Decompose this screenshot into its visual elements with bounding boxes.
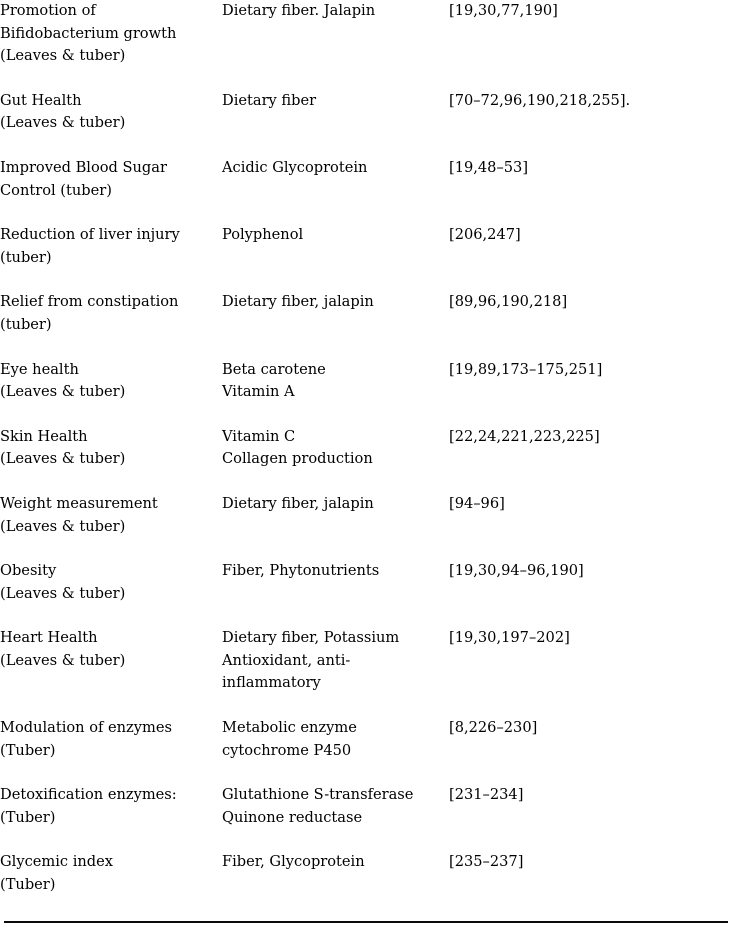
cell-bioactive-compound [222, 717, 449, 762]
cell-references [449, 426, 732, 471]
cell-health-benefit [0, 291, 222, 336]
cell-references-lines [449, 157, 732, 180]
table-row [0, 851, 732, 896]
table-row [0, 157, 732, 202]
cell-references [449, 291, 732, 336]
row-spacer-cell [0, 68, 732, 90]
cell-bioactive-compound [222, 224, 449, 269]
cell-health-benefit-line: Heart Health [0, 629, 98, 647]
cell-bioactive-compound-line: Beta carotene [222, 360, 326, 378]
cell-references-lines [449, 224, 732, 247]
cell-bioactive-compound-line: Vitamin C [222, 427, 296, 445]
cell-health-benefit-line: Promotion of [0, 2, 96, 19]
cell-health-benefit [0, 224, 222, 269]
cell-health-benefit-lines [0, 90, 222, 135]
cell-bioactive-compound-lines [222, 426, 449, 471]
cell-bioactive-compound-line: Quinone reductase [222, 808, 363, 826]
cell-health-benefit-line: (Leaves & tuber) [0, 651, 126, 669]
cell-health-benefit-lines [0, 493, 222, 538]
cell-bioactive-compound [222, 291, 449, 336]
cell-bioactive-compound [222, 627, 449, 695]
cell-health-benefit-line: (tuber) [0, 315, 52, 333]
cell-health-benefit [0, 493, 222, 538]
cell-references-lines [449, 560, 732, 583]
cell-bioactive-compound-line: Fiber, Glycoprotein [222, 853, 365, 871]
cell-references-lines [449, 426, 732, 449]
cell-bioactive-compound-lines [222, 784, 449, 829]
table-row [0, 90, 732, 135]
cell-health-benefit-line: (Leaves & tuber) [0, 584, 126, 602]
table-row [0, 0, 732, 68]
cell-bioactive-compound-line: cytochrome P450 [222, 741, 352, 759]
cell-health-benefit-line: (tuber) [0, 248, 52, 266]
cell-bioactive-compound-line: Vitamin A [222, 383, 295, 401]
table-row [0, 627, 732, 695]
cell-bioactive-compound-lines [222, 0, 449, 23]
row-spacer-cell [0, 762, 732, 784]
cell-references [449, 717, 732, 762]
cell-references-line: [22,24,221,223,225] [449, 427, 600, 445]
cell-bioactive-compound [222, 851, 449, 896]
cell-references-lines [449, 717, 732, 740]
cell-bioactive-compound [222, 90, 449, 135]
row-spacer [0, 471, 732, 493]
cell-references-lines [449, 0, 732, 23]
row-spacer [0, 68, 732, 90]
cell-references [449, 493, 732, 538]
cell-references [449, 157, 732, 202]
cell-references-line: [89,96,190,218] [449, 293, 568, 311]
cell-bioactive-compound [222, 157, 449, 202]
cell-references-lines [449, 359, 732, 382]
cell-references [449, 359, 732, 404]
cell-references-line: [235–237] [449, 853, 524, 871]
cell-health-benefit [0, 0, 222, 68]
cell-health-benefit-lines [0, 851, 222, 896]
cell-bioactive-compound [222, 0, 449, 68]
cell-health-benefit-lines [0, 560, 222, 605]
cell-bioactive-compound [222, 560, 449, 605]
row-spacer [0, 404, 732, 426]
cell-bioactive-compound-line: Collagen production [222, 450, 373, 468]
cell-health-benefit-line: (Leaves & tuber) [0, 47, 126, 65]
row-spacer-cell [0, 404, 732, 426]
cell-references [449, 0, 732, 68]
cell-health-benefit-line: Glycemic index [0, 853, 113, 871]
cell-health-benefit-lines [0, 359, 222, 404]
row-spacer-cell [0, 135, 732, 157]
cell-references-lines [449, 90, 732, 113]
row-spacer-cell [0, 695, 732, 717]
row-spacer-cell [0, 829, 732, 851]
cell-health-benefit-line: Control (tuber) [0, 181, 112, 199]
cell-health-benefit-line: Eye health [0, 360, 79, 378]
cell-references [449, 627, 732, 695]
cell-health-benefit-line: (Tuber) [0, 876, 56, 894]
cell-health-benefit [0, 560, 222, 605]
cell-health-benefit-lines [0, 224, 222, 269]
cell-health-benefit-line: (Leaves & tuber) [0, 383, 126, 401]
cell-health-benefit [0, 717, 222, 762]
cell-health-benefit-lines [0, 291, 222, 336]
cell-health-benefit-line: (Tuber) [0, 808, 56, 826]
cell-health-benefit-line: (Leaves & tuber) [0, 450, 126, 468]
cell-bioactive-compound-line: Dietary fiber [222, 91, 317, 109]
cell-references-lines [449, 851, 732, 874]
cell-health-benefit-line: Improved Blood Sugar [0, 158, 167, 176]
table-row [0, 560, 732, 605]
cell-bioactive-compound-lines [222, 493, 449, 516]
row-spacer [0, 337, 732, 359]
cell-health-benefit [0, 90, 222, 135]
cell-references-line: [231–234] [449, 786, 524, 804]
cell-health-benefit [0, 784, 222, 829]
cell-references-line: [70–72,96,190,218,255]. [449, 91, 631, 109]
cell-health-benefit [0, 359, 222, 404]
table-bottom-rule [4, 921, 728, 923]
row-spacer [0, 829, 732, 851]
cell-references [449, 560, 732, 605]
cell-health-benefit-line: Weight measurement [0, 494, 158, 512]
row-spacer [0, 269, 732, 291]
table-row [0, 291, 732, 336]
cell-health-benefit [0, 426, 222, 471]
row-spacer-cell [0, 605, 732, 627]
row-spacer-cell [0, 538, 732, 560]
cell-bioactive-compound-line: Dietary fiber, jalapin [222, 293, 374, 311]
cell-references [449, 784, 732, 829]
cell-bioactive-compound [222, 784, 449, 829]
cell-bioactive-compound-lines [222, 90, 449, 113]
row-spacer-cell [0, 269, 732, 291]
table-row [0, 224, 732, 269]
cell-bioactive-compound-lines [222, 157, 449, 180]
cell-health-benefit-lines [0, 426, 222, 471]
cell-health-benefit-line: Gut Health [0, 91, 82, 109]
cell-references-lines [449, 784, 732, 807]
cell-health-benefit-lines [0, 0, 222, 68]
cell-bioactive-compound-lines [222, 291, 449, 314]
cell-bioactive-compound-lines [222, 359, 449, 404]
row-spacer-cell [0, 471, 732, 493]
cell-bioactive-compound [222, 426, 449, 471]
cell-bioactive-compound-line: Dietary fiber. Jalapin [222, 2, 376, 19]
table-row [0, 359, 732, 404]
cell-health-benefit-line: Modulation of enzymes [0, 719, 172, 737]
cell-references-lines [449, 493, 732, 516]
table-row [0, 426, 732, 471]
row-spacer [0, 538, 732, 560]
cell-health-benefit-line: Reduction of liver injury [0, 226, 180, 244]
cell-references-line: [19,30,77,190] [449, 2, 558, 19]
cell-references-line: [19,48–53] [449, 158, 529, 176]
cell-bioactive-compound-line: Polyphenol [222, 226, 304, 244]
cell-health-benefit-line: Bifidobacterium growth [0, 24, 177, 42]
cell-health-benefit-lines [0, 157, 222, 202]
cell-references-line: [19,89,173–175,251] [449, 360, 603, 378]
cell-references-line: [19,30,94–96,190] [449, 562, 584, 580]
cell-bioactive-compound [222, 359, 449, 404]
cell-health-benefit [0, 627, 222, 695]
cell-bioactive-compound-line: Glutathione S-transferase [222, 786, 414, 804]
cell-references-line: [206,247] [449, 226, 521, 244]
table-row [0, 717, 732, 762]
cell-bioactive-compound-lines [222, 851, 449, 874]
table-row [0, 784, 732, 829]
cell-references-line: [19,30,197–202] [449, 629, 570, 647]
cell-references [449, 90, 732, 135]
cell-references-line: [8,226–230] [449, 719, 538, 737]
row-spacer [0, 605, 732, 627]
cell-health-benefit [0, 851, 222, 896]
cell-references-lines [449, 627, 732, 650]
cell-bioactive-compound-lines [222, 224, 449, 247]
cell-health-benefit-line: Detoxification enzymes: [0, 786, 177, 804]
row-spacer [0, 762, 732, 784]
row-spacer [0, 202, 732, 224]
row-spacer-cell [0, 202, 732, 224]
table-row [0, 493, 732, 538]
cell-health-benefit-line: (Leaves & tuber) [0, 114, 126, 132]
cell-health-benefit-lines [0, 717, 222, 762]
cell-references [449, 224, 732, 269]
cell-health-benefit-line: Relief from constipation [0, 293, 179, 311]
cell-health-benefit-line: (Tuber) [0, 741, 56, 759]
cell-bioactive-compound-line: inflammatory [222, 674, 321, 692]
cell-bioactive-compound [222, 493, 449, 538]
cell-bioactive-compound-lines [222, 560, 449, 583]
row-spacer [0, 135, 732, 157]
cell-references [449, 851, 732, 896]
cell-bioactive-compound-lines [222, 627, 449, 695]
cell-bioactive-compound-line: Metabolic enzyme [222, 719, 357, 737]
row-spacer-cell [0, 337, 732, 359]
cell-health-benefit-line: Obesity [0, 562, 57, 580]
cell-health-benefit-line: (Leaves & tuber) [0, 517, 126, 535]
cell-bioactive-compound-line: Antioxidant, anti- [222, 651, 351, 669]
cell-health-benefit [0, 157, 222, 202]
cell-bioactive-compound-line: Fiber, Phytonutrients [222, 562, 380, 580]
cell-bioactive-compound-line: Dietary fiber, Potassium [222, 629, 400, 647]
cell-health-benefit-lines [0, 627, 222, 672]
cell-health-benefit-line: Skin Health [0, 427, 88, 445]
cell-references-lines [449, 291, 732, 314]
cell-bioactive-compound-lines [222, 717, 449, 762]
cell-references-line: [94–96] [449, 494, 505, 512]
cell-bioactive-compound-line: Acidic Glycoprotein [222, 158, 368, 176]
cell-health-benefit-lines [0, 784, 222, 829]
cell-bioactive-compound-line: Dietary fiber, jalapin [222, 494, 374, 512]
row-spacer [0, 695, 732, 717]
